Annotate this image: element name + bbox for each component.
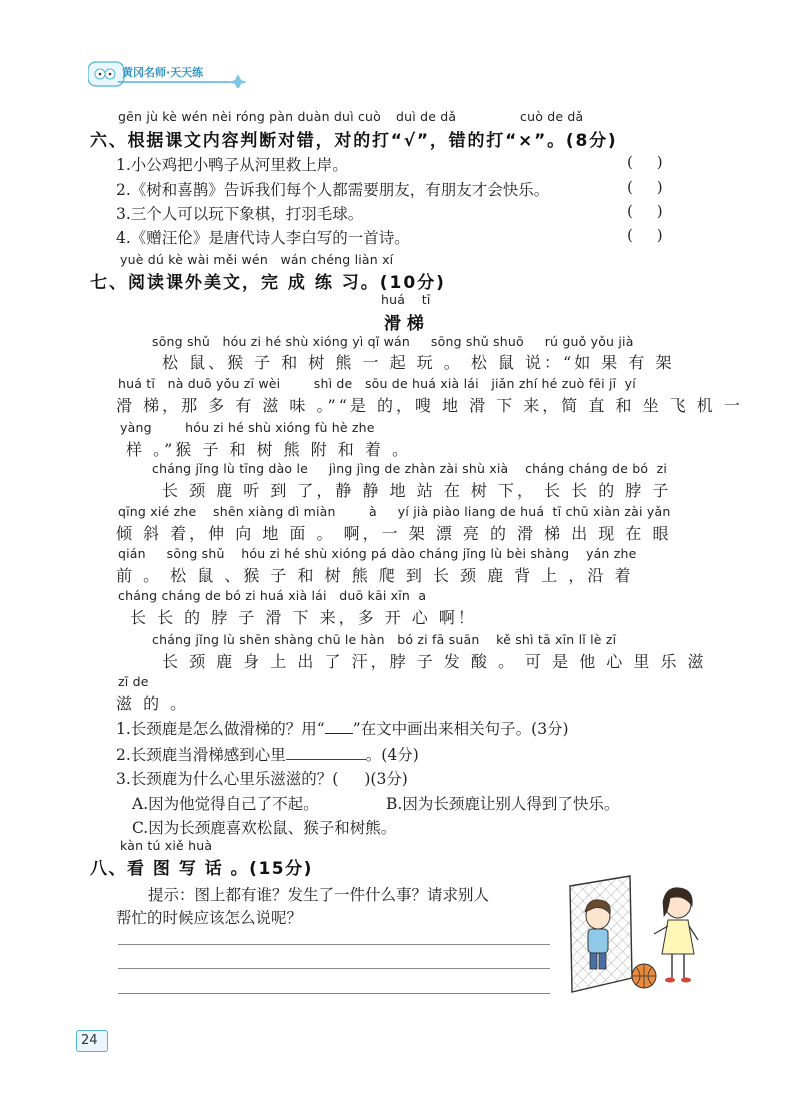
story-pinyin-line-6: qián sōng shǔ hóu zi hé shù xióng pá dào cháng jǐng lù bèi shàng yán zhe bbox=[118, 546, 637, 561]
s6-item-2: 2.《树和喜鹊》告诉我们每个人都需要朋友，有朋友才会快乐。 bbox=[116, 181, 550, 199]
s6-answer-paren-1[interactable]: ( ) bbox=[627, 153, 663, 171]
page-number: 24 bbox=[81, 1033, 98, 1048]
story-hanzi-line-3: 样 。”猴 子 和 树 熊 附 和 着 。 bbox=[126, 440, 411, 459]
story-hanzi-line-8: 长 颈 鹿 身 上 出 了 汗，脖 子 发 酸 。 可 是 他 心 里 乐 滋 bbox=[162, 652, 707, 671]
story-hanzi-line-6: 前 。 松 鼠 、猴 子 和 树 熊 爬 到 长 颈 鹿 背 上 ，沿 着 bbox=[116, 566, 634, 585]
story-pinyin-line-3: yàng hóu zi hé shù xióng fù hè zhe bbox=[120, 420, 375, 435]
story-pinyin-line-4: cháng jǐng lù tīng dào le jìng jìng de zhàn zài shù xià cháng cháng de bó zi bbox=[152, 461, 668, 476]
question-3-pre: 3.长颈鹿为什么心里乐滋滋的？( bbox=[116, 770, 339, 788]
writing-line-3[interactable] bbox=[118, 993, 550, 994]
illustration-children-ball bbox=[566, 872, 716, 998]
section8-pinyin: kàn tú xiě huà bbox=[120, 838, 213, 853]
question-3 bbox=[116, 767, 408, 789]
story-hanzi-line-5: 倾 斜 着，伸 向 地 面 。 啊，一 架 漂 亮 的 滑 梯 出 现 在 眼 bbox=[116, 524, 672, 543]
s6-answer-paren-3[interactable]: ( ) bbox=[627, 202, 663, 220]
question-2 bbox=[116, 743, 419, 765]
question-2-answer-blank[interactable] bbox=[286, 745, 366, 760]
s6-answer-paren-4[interactable]: ( ) bbox=[627, 226, 663, 244]
story-pinyin-line-8: cháng jǐng lù shēn shàng chū le hàn bó zi fā suān kě shì tā xīn lǐ lè zī bbox=[152, 632, 617, 647]
page-number-box bbox=[76, 1030, 108, 1052]
story-pinyin-line-5: qīng xié zhe shēn xiàng dì miàn à yí jià piào liang de huá tī chū xiàn zài yǎn bbox=[118, 504, 671, 519]
story-title-pinyin: huá tī bbox=[381, 292, 431, 307]
s6-item-1: 1.小公鸡把小鸭子从河里救上岸。 bbox=[116, 156, 348, 174]
section7-title: 七、阅读课外美文，完 成 练 习。(10分) bbox=[90, 273, 446, 293]
story-pinyin-line-2: huá tī nà duō yǒu zī wèi shì de sōu de huá xià lái jiǎn zhí hé zuò fēi jī yí bbox=[118, 376, 636, 391]
section6-title: 六、根据课文内容判断对错，对的打“√”，错的打“×”。(8分) bbox=[90, 131, 618, 151]
story-hanzi-line-2: 滑 梯，那 多 有 滋 味 。”“是 的，嗖 地 滑 下 来，简 直 和 坐 飞 机 一 bbox=[116, 396, 743, 415]
story-hanzi-line-7: 长 长 的 脖 子 滑 下 来，多 开 心 啊！ bbox=[130, 608, 477, 627]
question-2-post: 。(4分) bbox=[365, 746, 419, 764]
story-hanzi-line-1: 松 鼠、猴 子 和 树 熊 一 起 玩 。 松 鼠 说：“如 果 有 架 bbox=[162, 353, 675, 372]
prompt-line-1: 提示：图上都有谁？发生了一件什么事？请求别人 bbox=[148, 886, 490, 904]
header-badge bbox=[88, 60, 248, 88]
question-1-pre: 1.长颈鹿是怎么做滑梯的？用“ bbox=[116, 720, 325, 738]
story-hanzi-line-9: 滋 的 。 bbox=[116, 694, 190, 713]
section6-pinyin-2: duì de dǎ bbox=[396, 109, 457, 124]
writing-line-2[interactable] bbox=[118, 968, 550, 969]
writing-line-1[interactable] bbox=[118, 944, 550, 945]
story-pinyin-line-1: sōng shǔ hóu zi hé shù xióng yì qǐ wán sōng shǔ shuō rú guǒ yǒu jià bbox=[152, 334, 634, 349]
section8-title: 八、看 图 写 话 。(15分) bbox=[90, 859, 313, 879]
basketball-icon bbox=[632, 964, 656, 988]
story-hanzi-line-4: 长 颈 鹿 听 到 了，静 静 地 站 在 树 下， 长 长 的 脖 子 bbox=[162, 481, 672, 500]
story-title: 滑 梯 bbox=[384, 314, 424, 334]
girl-icon bbox=[654, 888, 698, 983]
s6-answer-paren-2[interactable]: ( ) bbox=[627, 178, 663, 196]
header-badge-text: 黄冈名师·天天练 bbox=[122, 66, 204, 79]
underline-sample bbox=[325, 723, 353, 734]
question-2-pre: 2.长颈鹿当滑梯感到心里 bbox=[116, 746, 286, 764]
section6-pinyin-3: cuò de dǎ bbox=[520, 109, 584, 124]
option-a: A.因为他觉得自己了不起。 bbox=[132, 795, 319, 813]
s6-item-4: 4.《赠汪伦》是唐代诗人李白写的一首诗。 bbox=[116, 229, 410, 247]
option-b: B.因为长颈鹿让别人得到了快乐。 bbox=[386, 795, 620, 813]
question-3-post: )(3分) bbox=[364, 770, 408, 788]
prompt-line-2: 帮忙的时候应该怎么说呢？ bbox=[116, 909, 303, 927]
section7-pinyin: yuè dú kè wài měi wén wán chéng liàn xí bbox=[120, 252, 394, 267]
question-1 bbox=[116, 717, 569, 739]
question-1-post: ”在文中画出来相关句子。(3分) bbox=[352, 720, 569, 738]
story-pinyin-line-7: cháng cháng de bó zi huá xià lái duō kāi xīn a bbox=[118, 588, 427, 603]
s6-item-3: 3.三个人可以玩下象棋，打羽毛球。 bbox=[116, 205, 364, 223]
section6-pinyin-1: gēn jù kè wén nèi róng pàn duàn duì cuò bbox=[118, 109, 382, 124]
option-c: C.因为长颈鹿喜欢松鼠、猴子和树熊。 bbox=[132, 819, 397, 837]
story-pinyin-line-9: zī de bbox=[118, 674, 149, 689]
